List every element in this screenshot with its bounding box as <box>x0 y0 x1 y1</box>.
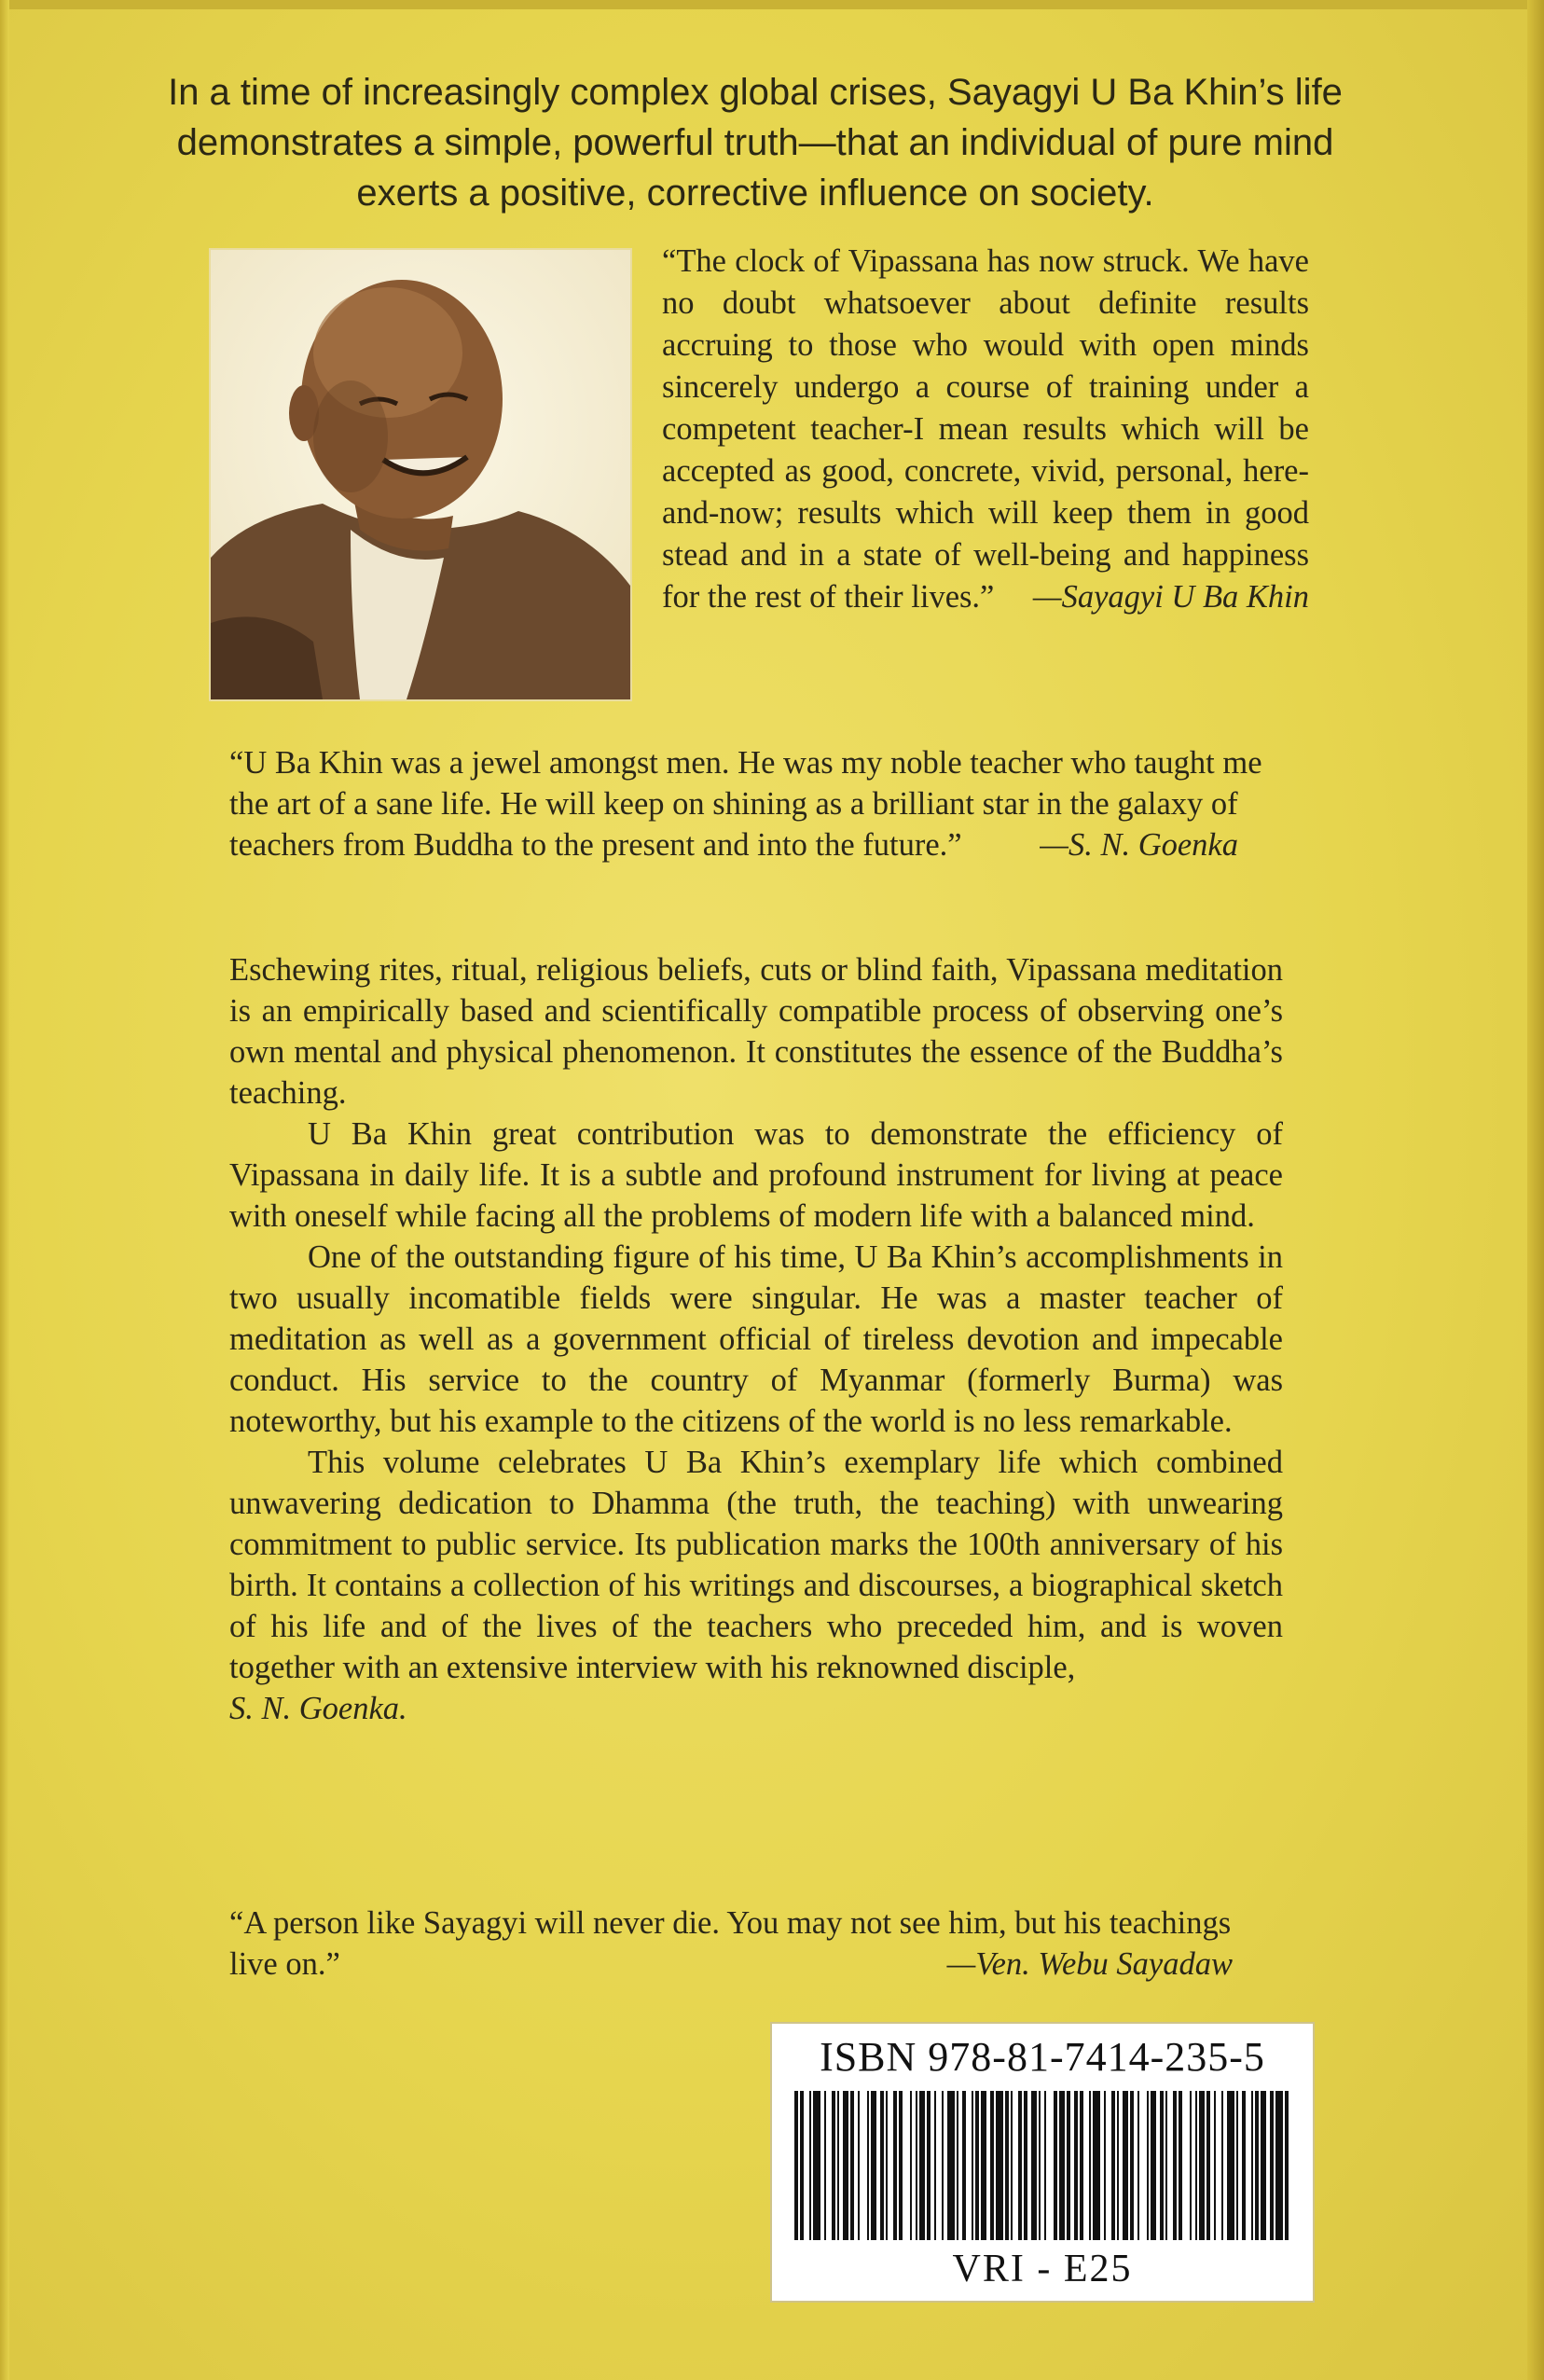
barcode-bar <box>1059 2091 1065 2240</box>
barcode-bar <box>916 2091 917 2240</box>
barcode-bar <box>850 2091 854 2240</box>
barcode-bar <box>1054 2091 1057 2240</box>
barcode-bar <box>990 2091 994 2240</box>
barcode-bar <box>919 2091 925 2240</box>
barcode-bar <box>1011 2091 1013 2240</box>
body-paragraph: One of the outstanding figure of his time, U Ba Khin’s accomplishments in two usually incomatible fields were singular. He was a master teacher of meditation as well as a government official of tireless devotion and impecable conduct. His service to the country of Myanmar (formerly Burma) was noteworthy, but his example to the citizens of the world is no less remarkable. <box>229 1239 1283 1439</box>
barcode-bar <box>962 2091 966 2240</box>
barcode-bar <box>1221 2091 1223 2240</box>
barcode-bar <box>871 2091 876 2240</box>
barcode-bar <box>1039 2091 1041 2240</box>
page-edge-left <box>0 0 9 2380</box>
barcode-bar <box>1173 2091 1177 2240</box>
vipassana-quote-text: “The clock of Vipassana has now struck. We have no doubt whatsoever about definite results accruing to those who would with open minds sincerely undergo a course of training under a competent teacher-I mean results which will be accepted as good, concrete, vivid, personal, here-and-now; results which will keep them in good stead and in a state of well-being and happiness for the rest of their lives.” <box>662 243 1309 615</box>
barcode-graphic <box>794 2091 1290 2240</box>
barcode-bar <box>1130 2091 1134 2240</box>
goenka-quote <box>229 742 1283 865</box>
portrait-illustration <box>211 250 630 699</box>
barcode-bar <box>1261 2091 1266 2240</box>
description-body <box>229 949 1283 1729</box>
barcode-bar <box>996 2091 1003 2240</box>
barcode-bar <box>1123 2091 1128 2240</box>
barcode-bar <box>942 2091 944 2240</box>
barcode-bar <box>1005 2091 1009 2240</box>
barcode-bar <box>1111 2091 1115 2240</box>
barcode-bar <box>824 2091 826 2240</box>
barcode-bar <box>1074 2091 1078 2240</box>
goenka-quote-text: “U Ba Khin was a jewel amongst men. He was my noble teacher who taught me the art of a sane life. He will keep on shining as a brilliant star in the galaxy of teachers from Buddha to the present and into the future.” <box>229 745 1262 863</box>
barcode-bar <box>837 2091 839 2240</box>
barcode-bar <box>1242 2091 1246 2240</box>
barcode-bar <box>1285 2091 1289 2240</box>
barcode-bar <box>1236 2091 1238 2240</box>
webu-sayadaw-quote-text: “A person like Sayagyi will never die. You may not see him, but his teachings live on.” <box>229 1905 1232 1982</box>
barcode-bar <box>1190 2091 1192 2240</box>
barcode-bar <box>1044 2091 1046 2240</box>
barcode-bar <box>880 2091 884 2240</box>
barcode-bar <box>893 2091 897 2240</box>
barcode-bar <box>1151 2091 1156 2240</box>
body-paragraph: Eschewing rites, ritual, religious beliefs, cuts or blind faith, Vipassana meditation is an empirically based and scientifically compatible process of observing one’s own mental and physical phenomenon. It constitutes the essence of the Buddha’s teaching. <box>229 952 1283 1111</box>
barcode-bar <box>1031 2091 1037 2240</box>
publisher-code: VRI - E25 <box>952 2248 1133 2290</box>
barcode-bar <box>843 2091 848 2240</box>
body-paragraph-text: This volume celebrates U Ba Khin’s exemplary life which combined unwavering dedication to Dhamma (the truth, the teaching) with unwearing commitment to public service. Its publication marks the 100th anniversary of his birth. It contains a collection of his writings and discourses, a biographical sketch of his life and of the lives of the teachers who preceded him, and is woven together with an extensive interview with his reknowned disciple, <box>229 1445 1283 1685</box>
barcode-bar <box>813 2091 820 2240</box>
tagline: In a time of increasingly complex global crises, Sayagyi U Ba Khin’s life demonstrates a simple, powerful truth—that an individual of pure mind exerts a positive, corrective influence on society. <box>168 72 1343 214</box>
barcode-bar <box>1160 2091 1164 2240</box>
isbn-number: ISBN 978-81-7414-235-5 <box>820 2034 1265 2080</box>
barcode-bar <box>1199 2091 1205 2240</box>
barcode-bar <box>1206 2091 1210 2240</box>
body-paragraph <box>229 1442 1283 1729</box>
barcode-bar <box>1179 2091 1182 2240</box>
barcode-bar <box>975 2091 979 2240</box>
barcode-label <box>770 2022 1315 2303</box>
barcode-bar <box>1024 2091 1027 2240</box>
barcode-bar <box>867 2091 869 2240</box>
barcode-bar <box>1147 2091 1149 2240</box>
webu-sayadaw-quote-attribution: —Ven. Webu Sayadaw <box>946 1946 1233 1982</box>
barcode-bar <box>809 2091 811 2240</box>
page-edge-right <box>1527 0 1544 2380</box>
barcode-bar <box>1165 2091 1167 2240</box>
barcode-bar <box>1275 2091 1283 2240</box>
barcode-bar <box>927 2091 931 2240</box>
barcode-bar <box>1251 2091 1253 2240</box>
barcode-bar <box>957 2091 958 2240</box>
barcode-bar <box>1104 2091 1106 2240</box>
barcode-bar <box>886 2091 888 2240</box>
barcode-bar <box>947 2091 955 2240</box>
vipassana-quote-attribution: —Sayagyi U Ba Khin <box>1032 579 1309 615</box>
page-edge-top <box>0 0 1544 9</box>
barcode-bar <box>910 2091 912 2240</box>
barcode-bar <box>1018 2091 1022 2240</box>
barcode-bar <box>1255 2091 1259 2240</box>
webu-sayadaw-quote <box>229 1903 1283 1985</box>
barcode-bar <box>934 2091 936 2240</box>
barcode-bar <box>1214 2091 1216 2240</box>
barcode-bar <box>1270 2091 1274 2240</box>
barcode-bar <box>800 2091 804 2240</box>
barcode-bar <box>1089 2091 1091 2240</box>
barcode-bar <box>981 2091 986 2240</box>
vipassana-quote <box>662 241 1309 618</box>
barcode-bar <box>1117 2091 1119 2240</box>
disciple-name: S. N. Goenka. <box>229 1691 407 1726</box>
barcode-bar <box>832 2091 835 2240</box>
barcode-bar <box>1067 2091 1070 2240</box>
barcode-bar <box>1227 2091 1234 2240</box>
barcode-bar <box>1080 2091 1083 2240</box>
barcode-bar <box>794 2091 798 2240</box>
barcode-bar <box>1195 2091 1197 2240</box>
barcode-bar <box>899 2091 903 2240</box>
barcode-bar <box>1137 2091 1139 2240</box>
body-paragraph: U Ba Khin great contribution was to demonstrate the efficiency of Vipassana in daily life. It is a subtle and profound instrument for living at peace with oneself while facing all the problems of modern life with a balanced mind. <box>229 1116 1283 1234</box>
goenka-quote-attribution: —S. N. Goenka <box>1040 827 1238 863</box>
barcode-bar <box>972 2091 973 2240</box>
barcode-bar <box>858 2091 860 2240</box>
barcode-bar <box>1093 2091 1100 2240</box>
portrait-photo <box>211 250 630 699</box>
